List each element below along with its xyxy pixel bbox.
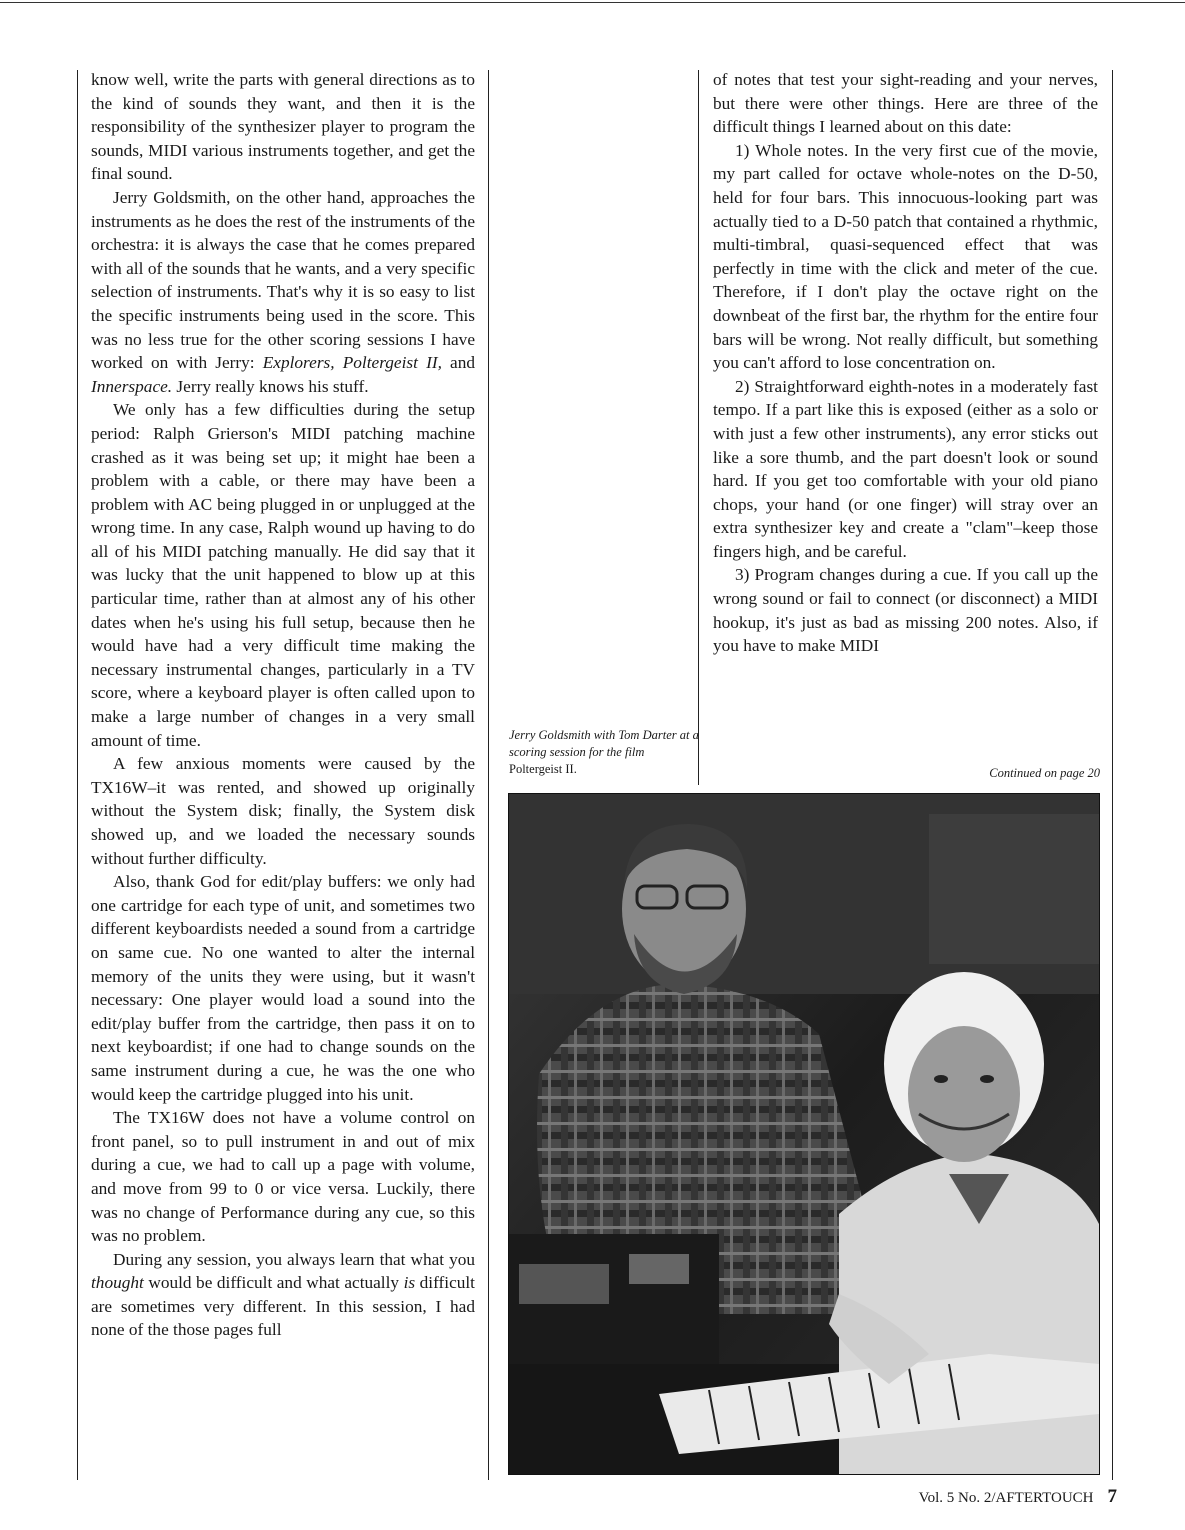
session-photo — [508, 793, 1100, 1475]
film-title-poltergeist: Poltergeist II, — [342, 353, 442, 373]
left-paragraph-5: Also, thank God for edit/play buffers: we only had one cartridge for each type of unit, and sometimes two different keyboardists needed a sound from a cartridge on same cue. No one wanted to alter the internal memory of the units they were using, but it wasn't necessary: One player would load a sound into the edit/play buffer from the cartridge, then pass it on to next keyboardist; if one had to change sounds on the same instrument during a cue, he was the one who would keep the cartridge plugged into his unit. — [91, 872, 475, 1104]
right-paragraph-2: 1) Whole notes. In the very first cue of the movie, my part called for octave whole-notes on the D-50, held for four bars. This innocuous-looking part was actually tied to a D-50 patch that contained a rhythmic, multi-timbral, quasi-sequenced effect that was perfectly in time with the click and meter of the cue. Therefore, if I don't play the octave right on the downbeat of the first bar, the rhythm for the entire four bars will be wrong. Not really difficult, but something you can't afford to lose concentration on. — [713, 140, 1098, 373]
left-paragraph-7: During any session, you always learn that what you thought would be difficult and what actually is difficult are sometimes very different. In this session, I had none of the those pages full — [91, 1249, 475, 1340]
page-footer — [919, 1486, 1117, 1508]
left-paragraph-6: The TX16W does not have a volume control on front panel, so to pull instrument in and out of mix during a cue, we had to call up a page with volume, and move from 99 to 0 or vice versa. Luckily, there was no change of Performance during any cue, so this was no problem. — [91, 1108, 475, 1246]
right-column — [713, 68, 1098, 658]
left-paragraph-2: Jerry Goldsmith, on the other hand, approaches the instruments as he does the rest of the instruments of the orchestra: it is always the case that he comes prepared with all of the sounds that he wants, and a very specific selection of instruments. That's why it is so easy to list the specific instruments being used in the score. This was no less true for the other scoring sessions I have worked on with Jerry: Explorers, Poltergeist II, and Innerspace. Jerry really knows his stuff. — [91, 187, 475, 396]
left-paragraph-1: know well, write the parts with general directions as to the kind of sounds they want, and then it is the responsibility of the synthesizer player to program the sounds, MIDI various instruments together, and get the final sound. — [91, 70, 475, 184]
left-column — [91, 68, 475, 1342]
caption-film-title: Poltergeist II. — [509, 762, 577, 776]
page-number: 7 — [1107, 1486, 1117, 1507]
right-paragraph-1: of notes that test your sight-reading and your nerves, but there were other things. Here are three of the difficult things I learned about on this date: — [713, 70, 1098, 137]
session-photo-illustration — [509, 794, 1099, 1474]
top-rule — [0, 2, 1185, 3]
continued-note: Continued on page 20 — [989, 766, 1100, 780]
right-column-right-rule — [1112, 70, 1113, 1480]
right-paragraph-4: 3) Program changes during a cue. If you call up the wrong sound or fail to connect (or disconnect) a MIDI hookup, it's just as bad as missing 200 notes. Also, if you have to make MIDI — [713, 565, 1098, 656]
left-paragraph-3: We only has a few difficulties during the setup period: Ralph Grierson's MIDI patching machine crashed as it was being set up; it might hae been a problem with a cable, or there may have been a problem with AC being plugged in or unplugged at the wrong time. In any case, Ralph wound up having to do all of his MIDI patching manually. He did say that it was lucky that the unit happened to blow up at this particular time, rather than at almost any of his other dates when he's using his full setup, because then he would have had a very difficult time making the necessary instrumental changes, particularly in a TV score, where a keyboard player is often called upon to make a large number of changes in a very small amount of time. — [91, 400, 475, 750]
right-paragraph-3: 2) Straightforward eighth-notes in a moderately fast tempo. If a part like this is exposed (either as a solo or with just a few other instruments), any error sticks out like a sore thumb, and the part doesn't look or sound hard. If you get too comfortable with your old piano chops, your hand (or one finger) will stray over an extra synthesizer key and create a "clam"–keep those fingers high, and be careful. — [713, 376, 1098, 561]
left-column-right-rule — [488, 70, 489, 1480]
film-title-explorers: Explorers, — [262, 353, 335, 373]
film-title-innerspace: Innerspace. — [91, 376, 173, 396]
issue-label: Vol. 5 No. 2/AFTERTOUCH — [918, 1490, 1094, 1506]
left-paragraph-4: A few anxious moments were caused by the TX16W–it was rented, and showed up originally without the System disk; finally, the System disk showed up, and we loaded the necessary sounds without further difficulty. — [91, 754, 475, 868]
left-column-rule — [77, 70, 78, 1480]
right-column-left-rule — [698, 70, 699, 785]
photo-caption: Jerry Goldsmith with Tom Darter at a scoring session for the film Poltergeist II. — [509, 728, 699, 776]
